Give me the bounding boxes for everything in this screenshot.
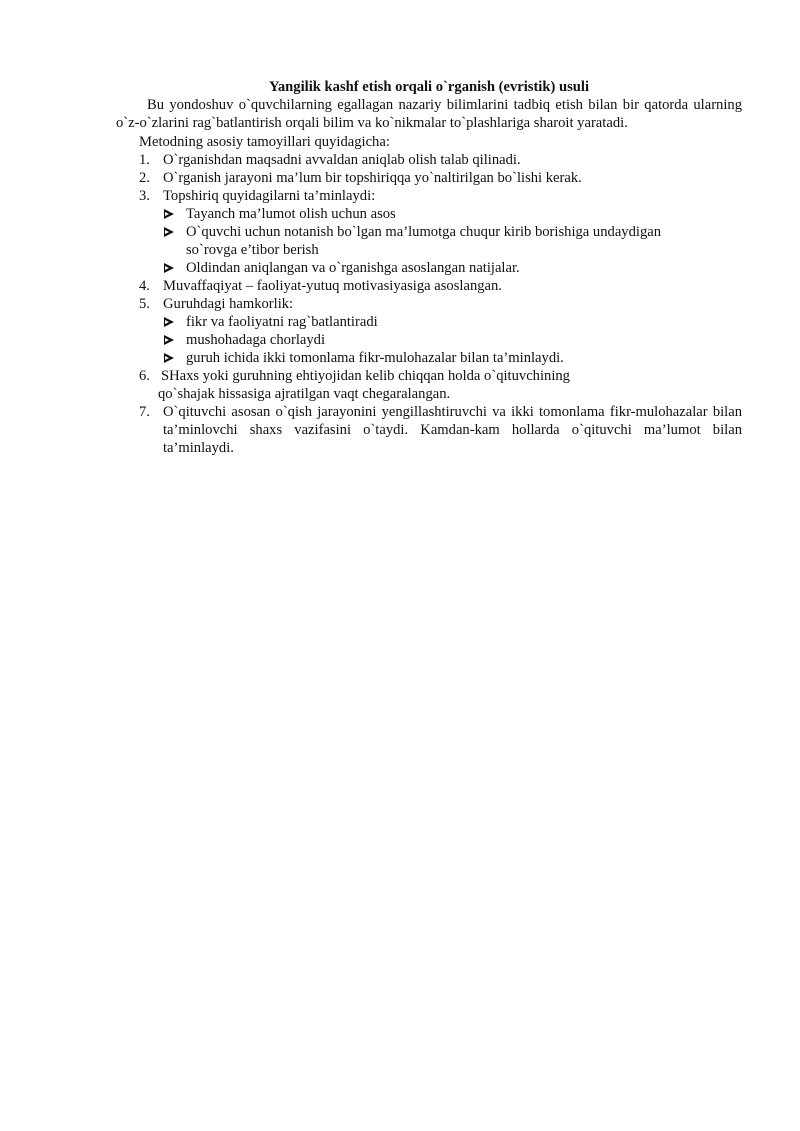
principles-list [0, 151, 800, 457]
sub-list-item [0, 349, 712, 367]
sub-list-item-text: mushohadaga chorlaydi [186, 332, 326, 348]
sub-list-item-text: Tayanch ma’lumot olish uchun asos [186, 206, 396, 222]
list-item-number: 7. [139, 404, 150, 420]
sub-list-item [0, 313, 712, 331]
list-item [0, 367, 741, 403]
list-item [0, 187, 742, 205]
list-item-number: 3. [139, 188, 150, 204]
sub-list-item-text-cont: so`rovga e’tibor berish [186, 242, 319, 258]
list-item [0, 277, 742, 295]
arrow-bullet-icon [164, 209, 174, 219]
arrow-bullet-icon [164, 317, 174, 327]
list-item-number: 2. [139, 170, 150, 186]
arrow-bullet-icon [164, 227, 174, 237]
list-item-number: 6. [139, 368, 150, 384]
list-item [0, 295, 742, 313]
list-item-number: 4. [139, 278, 150, 294]
list-item-number: 5. [139, 296, 150, 312]
intro-paragraph: Bu yondoshuv o`quvchilarning egallagan nazariy bilimlarini tadbiq etish bilan bir qatorda ularning o`z-o`zlarini rag`batlantirish orqali bilim va ko`nikmalar to`plashlariga sharoit yaratadi. [116, 97, 742, 131]
list-item-text: Guruhdagi hamkorlik: [163, 296, 294, 312]
list-item-text: SHaxs yoki guruhning ehtiyojidan kelib chiqqan holda o`qituvchining [161, 368, 570, 384]
list-item-text-cont: qo`shajak hissasiga ajratilgan vaqt chegaralangan. [158, 386, 451, 402]
list-item-text: O`rganish jarayoni ma’lum bir topshiriqqa yo`naltirilgan bo`lishi kerak. [163, 170, 582, 186]
list-item-text: Topshiriq quyidagilarni ta’minlaydi: [163, 188, 376, 204]
sub-list-item-text: Oldindan aniqlangan va o`rganishga asoslangan natijalar. [186, 260, 520, 276]
sub-list-item [0, 331, 712, 349]
document-title: Yangilik kashf etish orqali o`rganish (evristik) usuli [268, 79, 590, 95]
list-item-number: 1. [139, 152, 150, 168]
list-item [0, 169, 742, 187]
principles-lead: Metodning asosiy tamoyillari quyidagicha: [139, 134, 390, 150]
sub-list-item [0, 205, 712, 223]
sub-list-item-text: fikr va faoliyatni rag`batlantiradi [186, 314, 378, 330]
sub-list-item [0, 259, 712, 277]
arrow-bullet-icon [164, 335, 174, 345]
sub-list-item-text: O`quvchi uchun notanish bo`lgan ma’lumotga chuqur kirib borishiga undaydigan [186, 224, 662, 240]
list-item-text: O`rganishdan maqsadni avvaldan aniqlab olish talab qilinadi. [163, 152, 521, 168]
arrow-bullet-icon [164, 353, 174, 363]
list-item [0, 151, 742, 169]
list-item-text: Muvaffaqiyat – faoliyat-yutuq motivasiyasiga asoslangan. [163, 278, 502, 294]
sub-list-item-text: guruh ichida ikki tomonlama fikr-mulohazalar bilan ta’minlaydi. [186, 350, 564, 366]
sub-list-item [0, 223, 712, 259]
arrow-bullet-icon [164, 263, 174, 273]
list-item-text: O`qituvchi asosan o`qish jarayonini yengillashtiruvchi va ikki tomonlama fikr-mulohazalar bilan ta’minlovchi shaxs vazifasini o`taydi. Kamdan-kam hollarda o`qituvchi ma’lumot bilan ta’minlaydi. [163, 404, 742, 456]
list-item [0, 403, 742, 457]
